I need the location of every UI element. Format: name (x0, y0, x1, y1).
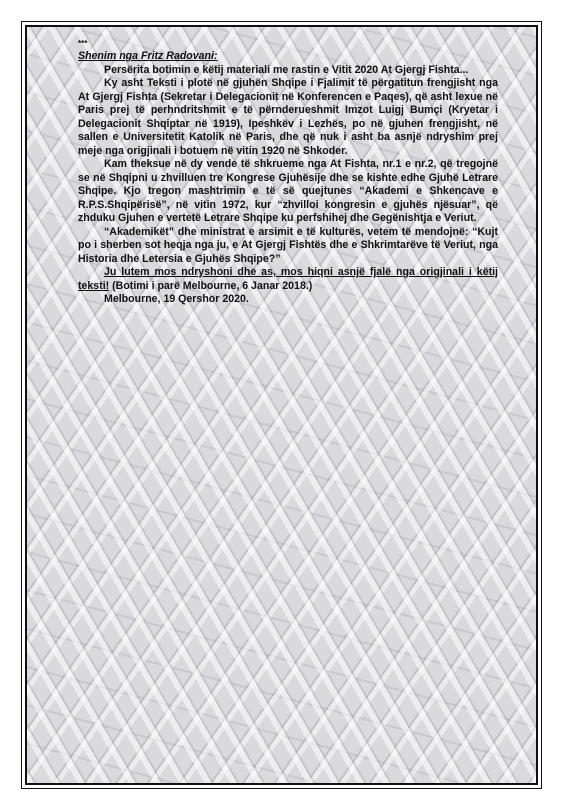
note-heading: Shenim nga Fritz Radovani: (78, 50, 218, 62)
paragraph-4: “Akademikët” dhe ministrat e arsimit e të kulturës, vetem të mendojnë: “Kujt po i sherben sot heqja nga ju, e At Gjergj Fishtës dhe e Shkrimtarëve të Veriut, nga Historia dhe Letersia e Gjuhës Shqipe?” (78, 225, 498, 265)
document-body (78, 38, 498, 307)
request-underlined: Ju lutem mos ndryshoni dhe as, mos hiqni asnjë fjalë nga origjinali i këtij teksti! (78, 266, 498, 292)
paragraph-1: Persërita botimin e këtij materiali me rastin e Vitit 2020 At Gjergj Fishta... (104, 63, 469, 76)
request-tail: (Botimi i parë Melbourne, 6 Janar 2018.) (109, 279, 313, 292)
paragraph-3: Kam theksue në dy vende të shkrueme nga At Fishta, nr.1 e nr.2, që tregojnë se në Shqipni u zhvilluen tre Kongrese Gjuhësije dhe se kishte edhe Gjuhë Letrare Shqipe. Kjo tregon mashtrimin e të së quejtunes “Akademi e Shkencave e R.P.S.Shqipërisë”, në vitin 1972, kur “zhvilloi kongresin e gjuhës njësuar”, që zhduku Gjuhen e vertetë Letrare Shqipe ku perfshihej dhe Gegënishtja e Veriut. (78, 158, 498, 224)
signature-line: Melbourne, 19 Qershor 2020. (104, 293, 249, 305)
paragraph-2: Ky asht Teksti i plotë në gjuhën Shqipe i Fjalimit të përgatitun frengjisht nga At Gjergj Fishta (Sekretar i Delegacionit në Konferencen e Paqes), që asht lexue në Paris prej të perhndritshmit e të përnderueshmit Imzot Luigj Bumçi (Kryetar i Delegacionit Shqiptar në 1919), Ipeshkëv i Lezhës, po në gjuhen frengjisht, në sallen e Universitetit Katolik në Paris, dhe që nuk i asht ba asnjë ndryshim prej meje nga origjinali i botuem në vitin 1920 në Shkoder. (78, 77, 498, 157)
request-paragraph (78, 266, 498, 293)
section-marker: *** (78, 39, 88, 48)
